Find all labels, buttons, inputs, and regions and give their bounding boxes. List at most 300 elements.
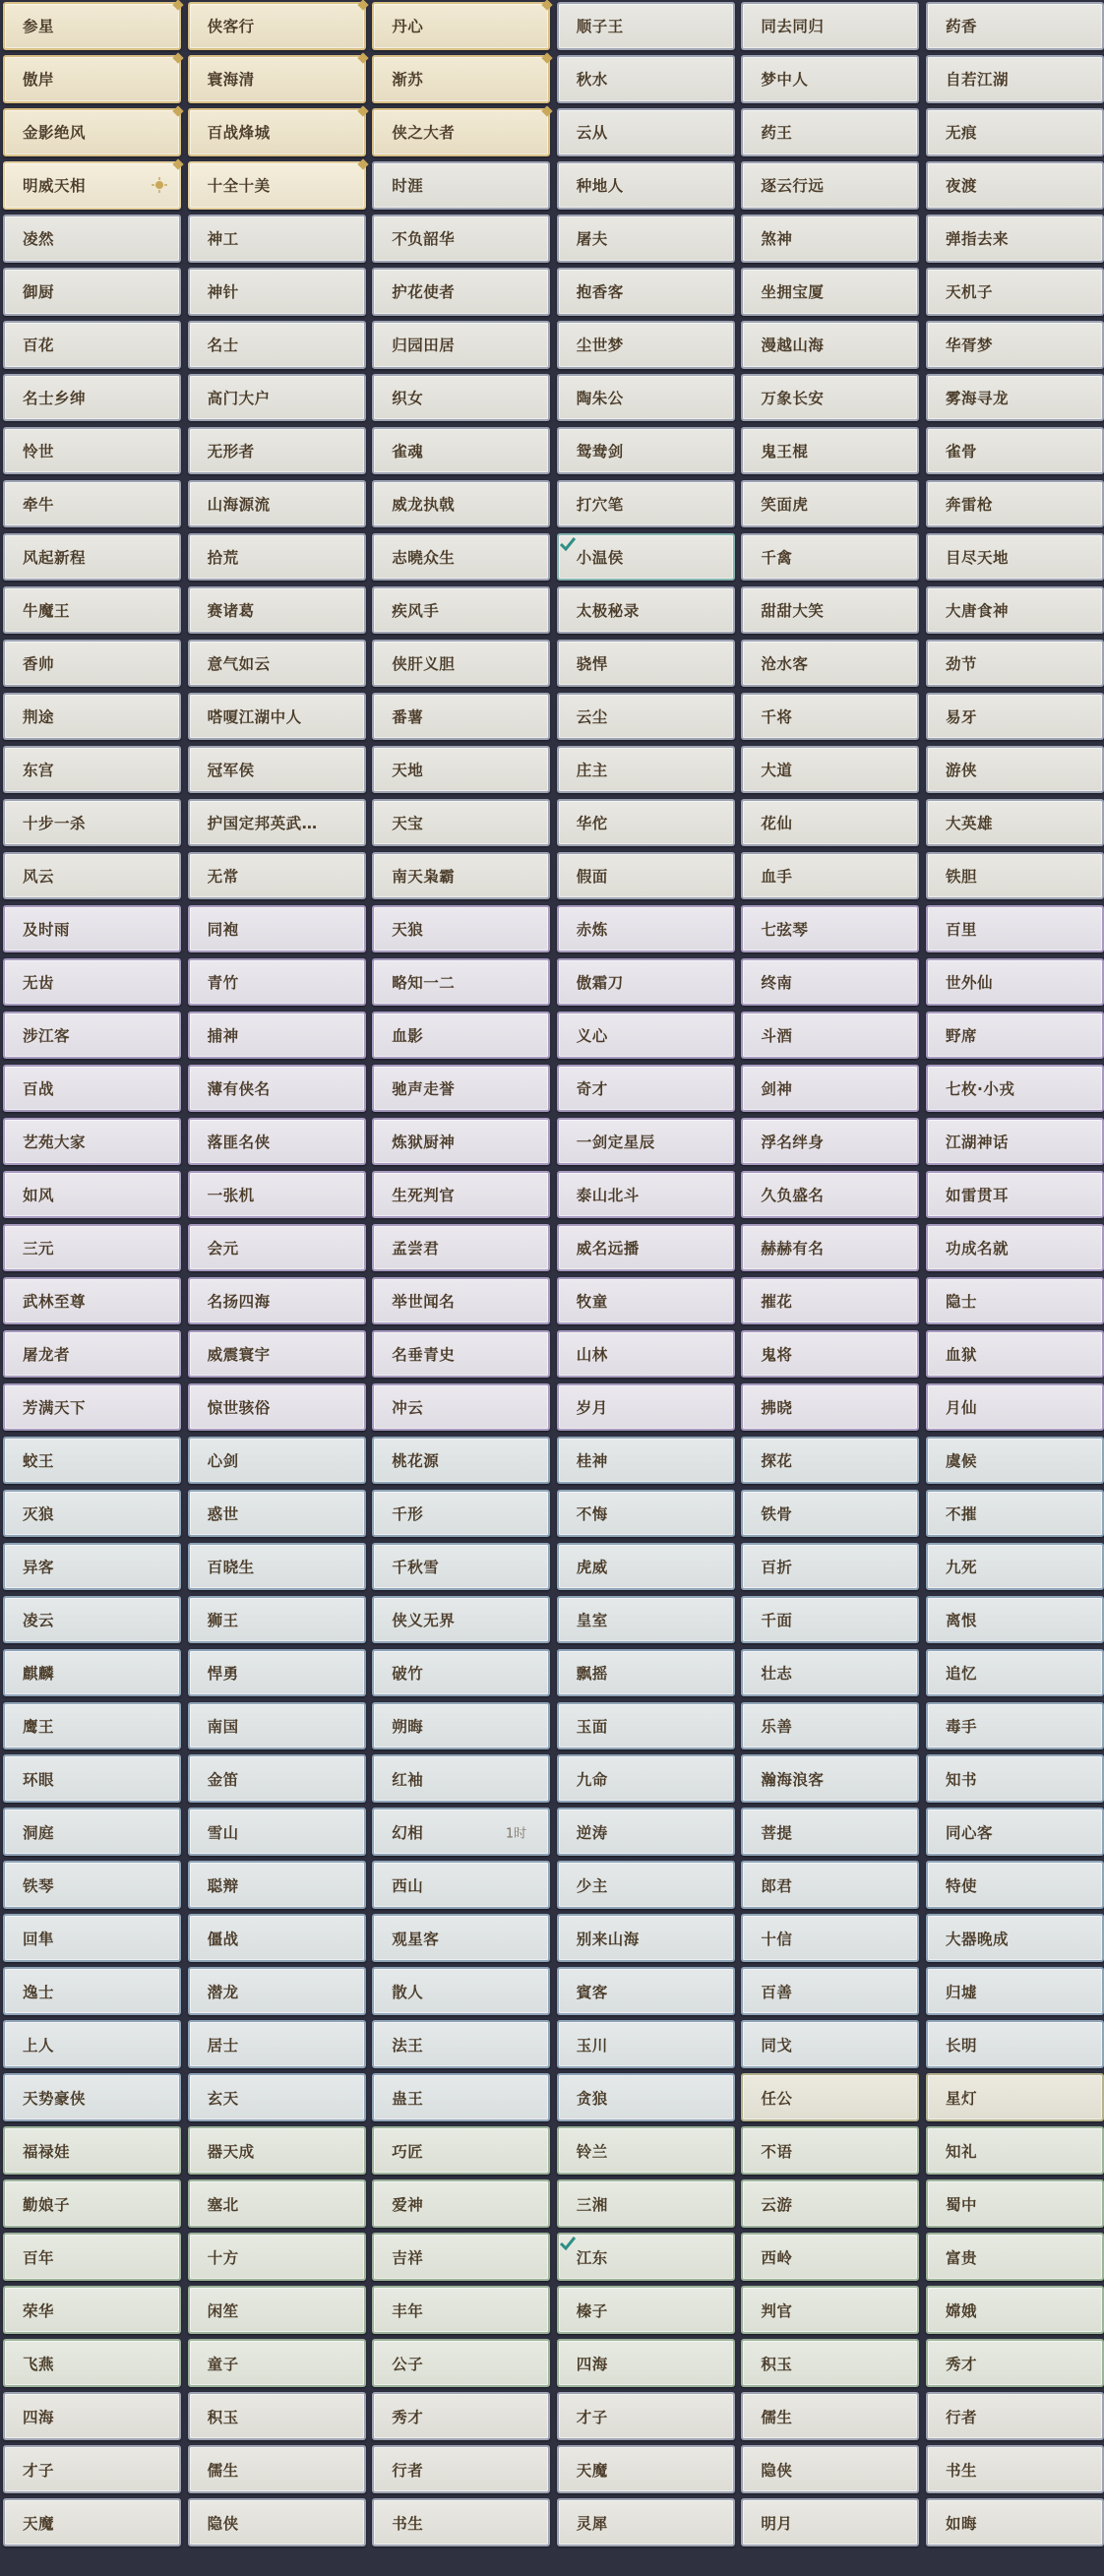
title-cell[interactable] bbox=[3, 1490, 181, 1538]
title-cell[interactable] bbox=[3, 1861, 181, 1909]
title-cell[interactable] bbox=[372, 1861, 550, 1909]
title-cell[interactable] bbox=[3, 321, 181, 369]
title-cell[interactable] bbox=[188, 2, 366, 50]
title-cell[interactable] bbox=[188, 321, 366, 369]
title-cell[interactable] bbox=[557, 746, 735, 794]
title-cell[interactable] bbox=[926, 2286, 1104, 2334]
title-cell[interactable] bbox=[557, 2286, 735, 2334]
title-cell[interactable] bbox=[926, 533, 1104, 582]
title-cell[interactable] bbox=[372, 693, 550, 741]
title-cell[interactable] bbox=[557, 852, 735, 900]
title-cell[interactable] bbox=[3, 374, 181, 422]
title-cell[interactable] bbox=[188, 1861, 366, 1909]
title-cell[interactable] bbox=[3, 533, 181, 582]
title-cell[interactable] bbox=[372, 480, 550, 528]
title-cell[interactable] bbox=[3, 2233, 181, 2281]
title-cell[interactable] bbox=[372, 161, 550, 210]
title-cell[interactable] bbox=[557, 2498, 735, 2546]
title-cell[interactable] bbox=[188, 215, 366, 263]
title-cell[interactable] bbox=[3, 2392, 181, 2440]
title-cell[interactable] bbox=[557, 2073, 735, 2121]
title-cell[interactable] bbox=[3, 1914, 181, 1962]
title-cell[interactable] bbox=[741, 799, 919, 847]
title-cell[interactable] bbox=[557, 1808, 735, 1856]
title-cell[interactable] bbox=[741, 958, 919, 1007]
title-cell[interactable] bbox=[188, 533, 366, 582]
title-label: 百年 bbox=[23, 2248, 55, 2267]
title-cell[interactable] bbox=[557, 1171, 735, 1219]
title-cell[interactable] bbox=[926, 2339, 1104, 2387]
title-cell[interactable] bbox=[557, 1543, 735, 1591]
title-cell[interactable] bbox=[372, 374, 550, 422]
title-cell[interactable] bbox=[188, 1702, 366, 1750]
title-cell[interactable] bbox=[926, 2498, 1104, 2546]
title-cell[interactable] bbox=[926, 268, 1104, 316]
title-cell[interactable] bbox=[3, 108, 181, 156]
title-cell[interactable] bbox=[557, 2179, 735, 2228]
title-cell[interactable] bbox=[372, 1543, 550, 1591]
title-label: 芳满天下 bbox=[23, 1398, 87, 1417]
title-cell[interactable] bbox=[557, 1649, 735, 1697]
title-cell[interactable] bbox=[188, 1277, 366, 1325]
title-cell[interactable] bbox=[3, 55, 181, 103]
title-cell[interactable] bbox=[926, 746, 1104, 794]
title-cell[interactable] bbox=[926, 1596, 1104, 1644]
title-cell[interactable] bbox=[926, 1754, 1104, 1803]
title-label: 梦中人 bbox=[761, 71, 809, 90]
title-cell[interactable] bbox=[372, 108, 550, 156]
title-cell[interactable] bbox=[372, 2020, 550, 2068]
title-cell[interactable] bbox=[741, 2073, 919, 2121]
title-cell[interactable] bbox=[741, 1012, 919, 1060]
title-cell[interactable] bbox=[3, 693, 181, 741]
title-cell[interactable] bbox=[188, 480, 366, 528]
title-cell[interactable] bbox=[741, 268, 919, 316]
title-cell[interactable] bbox=[926, 321, 1104, 369]
title-cell[interactable] bbox=[741, 2498, 919, 2546]
title-cell[interactable] bbox=[926, 2445, 1104, 2493]
title-cell[interactable] bbox=[188, 1914, 366, 1962]
title-cell[interactable] bbox=[557, 1914, 735, 1962]
title-cell[interactable] bbox=[926, 2073, 1104, 2121]
title-cell[interactable] bbox=[372, 1330, 550, 1379]
title-cell[interactable] bbox=[926, 2179, 1104, 2228]
title-cell[interactable] bbox=[3, 215, 181, 263]
title-cell[interactable] bbox=[741, 746, 919, 794]
title-cell[interactable] bbox=[926, 1649, 1104, 1697]
title-cell[interactable] bbox=[3, 1383, 181, 1432]
title-cell[interactable] bbox=[372, 1383, 550, 1432]
title-cell[interactable] bbox=[188, 161, 366, 210]
title-cell[interactable] bbox=[372, 1649, 550, 1697]
title-cell[interactable] bbox=[557, 1437, 735, 1485]
title-cell[interactable] bbox=[926, 215, 1104, 263]
title-cell[interactable] bbox=[926, 640, 1104, 688]
title-cell[interactable] bbox=[3, 1543, 181, 1591]
title-cell[interactable] bbox=[372, 1490, 550, 1538]
title-cell[interactable] bbox=[741, 1224, 919, 1272]
title-cell[interactable] bbox=[741, 161, 919, 210]
title-cell[interactable] bbox=[557, 1012, 735, 1060]
title-cell[interactable] bbox=[557, 480, 735, 528]
title-cell[interactable] bbox=[3, 2498, 181, 2546]
title-cell[interactable] bbox=[372, 1914, 550, 1962]
title-cell[interactable] bbox=[188, 2339, 366, 2387]
title-cell[interactable] bbox=[557, 1277, 735, 1325]
title-cell[interactable] bbox=[741, 1967, 919, 2015]
title-cell[interactable] bbox=[741, 1754, 919, 1803]
title-cell[interactable] bbox=[372, 1065, 550, 1113]
title-cell[interactable] bbox=[557, 2339, 735, 2387]
title-cell[interactable] bbox=[557, 1118, 735, 1166]
title-cell[interactable] bbox=[741, 1702, 919, 1750]
title-cell[interactable] bbox=[3, 1171, 181, 1219]
title-cell[interactable] bbox=[741, 852, 919, 900]
title-cell[interactable] bbox=[557, 1330, 735, 1379]
title-cell[interactable] bbox=[3, 746, 181, 794]
title-cell[interactable] bbox=[372, 2286, 550, 2334]
title-cell[interactable] bbox=[3, 1012, 181, 1060]
title-cell[interactable] bbox=[188, 746, 366, 794]
title-cell[interactable] bbox=[188, 2126, 366, 2175]
title-cell[interactable] bbox=[926, 693, 1104, 741]
title-cell[interactable] bbox=[372, 2233, 550, 2281]
title-cell[interactable] bbox=[372, 2179, 550, 2228]
title-cell[interactable] bbox=[3, 2445, 181, 2493]
title-cell[interactable] bbox=[372, 427, 550, 475]
title-cell[interactable] bbox=[188, 2233, 366, 2281]
title-cell[interactable] bbox=[741, 2, 919, 50]
title-cell[interactable] bbox=[372, 958, 550, 1007]
title-label: 功成名就 bbox=[945, 1239, 1009, 1257]
title-cell[interactable] bbox=[741, 2126, 919, 2175]
title-cell[interactable] bbox=[926, 1118, 1104, 1166]
title-cell[interactable] bbox=[188, 1437, 366, 1485]
title-cell[interactable] bbox=[741, 108, 919, 156]
title-cell[interactable] bbox=[3, 161, 181, 210]
title-cell[interactable] bbox=[188, 55, 366, 103]
title-cell[interactable] bbox=[188, 958, 366, 1007]
title-cell[interactable] bbox=[557, 905, 735, 953]
title-cell[interactable] bbox=[741, 55, 919, 103]
title-cell[interactable] bbox=[188, 268, 366, 316]
title-cell[interactable] bbox=[926, 55, 1104, 103]
title-cell[interactable] bbox=[926, 1543, 1104, 1591]
title-cell[interactable] bbox=[188, 1543, 366, 1591]
title-cell[interactable] bbox=[188, 1808, 366, 1856]
title-cell[interactable] bbox=[926, 1967, 1104, 2015]
title-cell[interactable] bbox=[372, 2339, 550, 2387]
title-cell[interactable] bbox=[188, 2020, 366, 2068]
title-cell[interactable] bbox=[741, 1171, 919, 1219]
title-cell[interactable] bbox=[741, 693, 919, 741]
title-cell[interactable] bbox=[372, 268, 550, 316]
title-cell[interactable] bbox=[741, 2286, 919, 2334]
title-cell[interactable] bbox=[926, 1383, 1104, 1432]
title-cell[interactable] bbox=[557, 321, 735, 369]
title-label: 风云 bbox=[23, 868, 55, 887]
title-cell[interactable] bbox=[3, 1596, 181, 1644]
title-cell[interactable] bbox=[188, 1065, 366, 1113]
title-cell[interactable] bbox=[188, 2073, 366, 2121]
title-cell[interactable] bbox=[557, 693, 735, 741]
title-cell[interactable] bbox=[188, 1330, 366, 1379]
title-cell[interactable] bbox=[926, 427, 1104, 475]
title-cell[interactable] bbox=[188, 1118, 366, 1166]
title-cell[interactable] bbox=[3, 1649, 181, 1697]
title-cell[interactable] bbox=[926, 480, 1104, 528]
title-cell[interactable] bbox=[926, 2233, 1104, 2281]
title-cell[interactable] bbox=[372, 1118, 550, 1166]
title-cell[interactable] bbox=[926, 1437, 1104, 1485]
title-cell[interactable] bbox=[3, 2020, 181, 2068]
title-cell[interactable] bbox=[372, 1277, 550, 1325]
title-cell[interactable] bbox=[741, 2179, 919, 2228]
title-cell[interactable] bbox=[188, 2179, 366, 2228]
title-cell[interactable] bbox=[926, 1914, 1104, 1962]
title-cell[interactable] bbox=[741, 586, 919, 635]
title-cell[interactable] bbox=[741, 1490, 919, 1538]
title-cell[interactable] bbox=[372, 2498, 550, 2546]
title-cell[interactable] bbox=[741, 905, 919, 953]
title-cell[interactable] bbox=[557, 1702, 735, 1750]
title-cell[interactable] bbox=[188, 852, 366, 900]
title-cell[interactable] bbox=[188, 1012, 366, 1060]
title-cell[interactable] bbox=[3, 958, 181, 1007]
title-cell[interactable] bbox=[557, 640, 735, 688]
title-cell[interactable] bbox=[3, 799, 181, 847]
title-label: 潜龙 bbox=[207, 1983, 239, 2001]
title-cell[interactable] bbox=[372, 1224, 550, 1272]
title-cell[interactable] bbox=[3, 1118, 181, 1166]
title-cell[interactable] bbox=[372, 2, 550, 50]
title-cell[interactable] bbox=[926, 1490, 1104, 1538]
title-cell[interactable] bbox=[188, 2498, 366, 2546]
title-cell[interactable] bbox=[372, 905, 550, 953]
title-cell[interactable] bbox=[188, 2286, 366, 2334]
title-cell[interactable] bbox=[741, 1596, 919, 1644]
title-cell[interactable] bbox=[926, 1065, 1104, 1113]
title-cell[interactable] bbox=[926, 2392, 1104, 2440]
title-cell[interactable] bbox=[926, 958, 1104, 1007]
title-cell[interactable] bbox=[372, 1437, 550, 1485]
title-cell[interactable] bbox=[188, 799, 366, 847]
title-cell[interactable] bbox=[188, 1224, 366, 1272]
title-cell[interactable] bbox=[741, 1277, 919, 1325]
title-cell[interactable] bbox=[557, 1754, 735, 1803]
title-cell[interactable] bbox=[372, 2126, 550, 2175]
title-cell[interactable] bbox=[741, 2339, 919, 2387]
title-cell[interactable] bbox=[372, 799, 550, 847]
title-cell[interactable] bbox=[372, 746, 550, 794]
title-cell[interactable] bbox=[188, 1754, 366, 1803]
title-cell[interactable] bbox=[741, 374, 919, 422]
title-cell[interactable] bbox=[557, 1967, 735, 2015]
title-cell[interactable] bbox=[926, 1330, 1104, 1379]
title-cell[interactable] bbox=[926, 374, 1104, 422]
title-cell[interactable] bbox=[372, 640, 550, 688]
title-cell[interactable] bbox=[741, 321, 919, 369]
title-cell[interactable] bbox=[3, 1437, 181, 1485]
title-cell[interactable] bbox=[188, 693, 366, 741]
title-cell[interactable] bbox=[3, 1224, 181, 1272]
title-cell[interactable] bbox=[557, 2, 735, 50]
title-label: 会元 bbox=[207, 1239, 239, 1257]
title-cell[interactable] bbox=[372, 1967, 550, 2015]
title-cell[interactable] bbox=[188, 640, 366, 688]
title-label: 天魔 bbox=[576, 2461, 608, 2480]
title-cell[interactable] bbox=[3, 268, 181, 316]
title-cell[interactable] bbox=[557, 586, 735, 635]
title-cell[interactable] bbox=[741, 2020, 919, 2068]
title-cell[interactable] bbox=[557, 215, 735, 263]
title-cell[interactable] bbox=[557, 268, 735, 316]
title-cell[interactable] bbox=[3, 852, 181, 900]
title-cell[interactable] bbox=[372, 1754, 550, 1803]
title-cell[interactable] bbox=[3, 1754, 181, 1803]
title-cell[interactable] bbox=[3, 2, 181, 50]
title-cell[interactable] bbox=[188, 1596, 366, 1644]
title-cell[interactable] bbox=[926, 1861, 1104, 1909]
title-cell[interactable] bbox=[3, 2339, 181, 2387]
title-cell[interactable] bbox=[372, 586, 550, 635]
title-cell[interactable] bbox=[372, 1171, 550, 1219]
title-cell[interactable] bbox=[926, 1277, 1104, 1325]
title-cell[interactable] bbox=[557, 2233, 735, 2281]
title-cell[interactable] bbox=[926, 2, 1104, 50]
title-cell[interactable] bbox=[926, 2126, 1104, 2175]
title-cell[interactable] bbox=[3, 1702, 181, 1750]
title-cell[interactable] bbox=[372, 2392, 550, 2440]
title-cell[interactable] bbox=[741, 1808, 919, 1856]
title-cell[interactable] bbox=[557, 1596, 735, 1644]
title-cell[interactable] bbox=[926, 799, 1104, 847]
title-cell[interactable] bbox=[372, 2445, 550, 2493]
title-cell[interactable] bbox=[557, 2445, 735, 2493]
title-cell[interactable] bbox=[188, 427, 366, 475]
title-cell[interactable] bbox=[3, 427, 181, 475]
title-cell[interactable] bbox=[188, 374, 366, 422]
title-cell[interactable] bbox=[372, 533, 550, 582]
title-cell[interactable] bbox=[3, 2126, 181, 2175]
title-cell[interactable] bbox=[741, 215, 919, 263]
title-cell[interactable] bbox=[557, 374, 735, 422]
title-cell[interactable] bbox=[741, 2392, 919, 2440]
title-cell[interactable] bbox=[926, 1012, 1104, 1060]
title-cell[interactable] bbox=[188, 1967, 366, 2015]
title-cell[interactable] bbox=[557, 108, 735, 156]
title-cell[interactable] bbox=[557, 2020, 735, 2068]
title-cell[interactable] bbox=[3, 586, 181, 635]
title-cell[interactable] bbox=[557, 427, 735, 475]
title-cell[interactable] bbox=[3, 905, 181, 953]
title-label: 玉川 bbox=[576, 2036, 608, 2055]
title-cell[interactable] bbox=[3, 1808, 181, 1856]
title-cell[interactable] bbox=[372, 1702, 550, 1750]
title-cell[interactable] bbox=[372, 1596, 550, 1644]
title-cell[interactable] bbox=[372, 321, 550, 369]
title-cell[interactable] bbox=[741, 1543, 919, 1591]
title-cell[interactable] bbox=[557, 533, 735, 582]
title-cell[interactable] bbox=[3, 2179, 181, 2228]
title-cell[interactable] bbox=[557, 55, 735, 103]
title-cell[interactable] bbox=[557, 1065, 735, 1113]
title-cell[interactable] bbox=[741, 1330, 919, 1379]
title-cell[interactable] bbox=[741, 1065, 919, 1113]
title-cell[interactable] bbox=[3, 1967, 181, 2015]
title-cell[interactable] bbox=[741, 1861, 919, 1909]
title-cell[interactable] bbox=[3, 1330, 181, 1379]
title-cell[interactable] bbox=[926, 852, 1104, 900]
title-cell[interactable] bbox=[926, 905, 1104, 953]
title-cell[interactable] bbox=[926, 1171, 1104, 1219]
title-cell[interactable] bbox=[926, 1808, 1104, 1856]
title-cell[interactable] bbox=[188, 2445, 366, 2493]
title-cell[interactable] bbox=[188, 2392, 366, 2440]
title-cell[interactable] bbox=[188, 108, 366, 156]
title-cell[interactable] bbox=[372, 55, 550, 103]
title-cell[interactable] bbox=[372, 852, 550, 900]
title-cell[interactable] bbox=[741, 427, 919, 475]
title-cell[interactable] bbox=[3, 1277, 181, 1325]
title-cell[interactable] bbox=[3, 2073, 181, 2121]
title-cell[interactable] bbox=[926, 2020, 1104, 2068]
title-cell[interactable] bbox=[188, 586, 366, 635]
title-cell[interactable] bbox=[188, 1383, 366, 1432]
title-label: 怜世 bbox=[23, 443, 55, 461]
title-cell[interactable] bbox=[372, 215, 550, 263]
title-cell[interactable] bbox=[188, 1490, 366, 1538]
title-cell[interactable] bbox=[188, 905, 366, 953]
title-cell[interactable] bbox=[372, 1808, 550, 1856]
title-cell[interactable] bbox=[741, 2445, 919, 2493]
title-cell[interactable] bbox=[741, 1118, 919, 1166]
title-cell[interactable] bbox=[557, 161, 735, 210]
title-cell[interactable] bbox=[741, 1383, 919, 1432]
title-cell[interactable] bbox=[741, 640, 919, 688]
title-cell[interactable] bbox=[741, 2233, 919, 2281]
title-label: 蛊王 bbox=[392, 2089, 424, 2108]
title-cell[interactable] bbox=[372, 2073, 550, 2121]
title-cell[interactable] bbox=[926, 1224, 1104, 1272]
title-cell[interactable] bbox=[741, 533, 919, 582]
title-cell[interactable] bbox=[372, 1012, 550, 1060]
title-cell[interactable] bbox=[557, 799, 735, 847]
title-cell[interactable] bbox=[557, 1383, 735, 1432]
title-cell[interactable] bbox=[926, 1702, 1104, 1750]
title-cell[interactable] bbox=[926, 108, 1104, 156]
title-cell[interactable] bbox=[741, 1649, 919, 1697]
title-cell[interactable] bbox=[3, 1065, 181, 1113]
title-cell[interactable] bbox=[557, 2392, 735, 2440]
title-cell[interactable] bbox=[188, 1649, 366, 1697]
title-cell[interactable] bbox=[3, 2286, 181, 2334]
title-cell[interactable] bbox=[926, 161, 1104, 210]
title-cell[interactable] bbox=[557, 958, 735, 1007]
title-cell[interactable] bbox=[3, 640, 181, 688]
title-cell[interactable] bbox=[557, 1224, 735, 1272]
title-cell[interactable] bbox=[188, 1171, 366, 1219]
title-cell[interactable] bbox=[557, 1490, 735, 1538]
title-cell[interactable] bbox=[557, 1861, 735, 1909]
title-cell[interactable] bbox=[926, 586, 1104, 635]
title-cell[interactable] bbox=[3, 480, 181, 528]
title-cell[interactable] bbox=[741, 1437, 919, 1485]
title-label: 自若江湖 bbox=[945, 71, 1009, 90]
title-cell[interactable] bbox=[557, 2126, 735, 2175]
title-cell[interactable] bbox=[741, 1914, 919, 1962]
title-cell[interactable] bbox=[741, 480, 919, 528]
